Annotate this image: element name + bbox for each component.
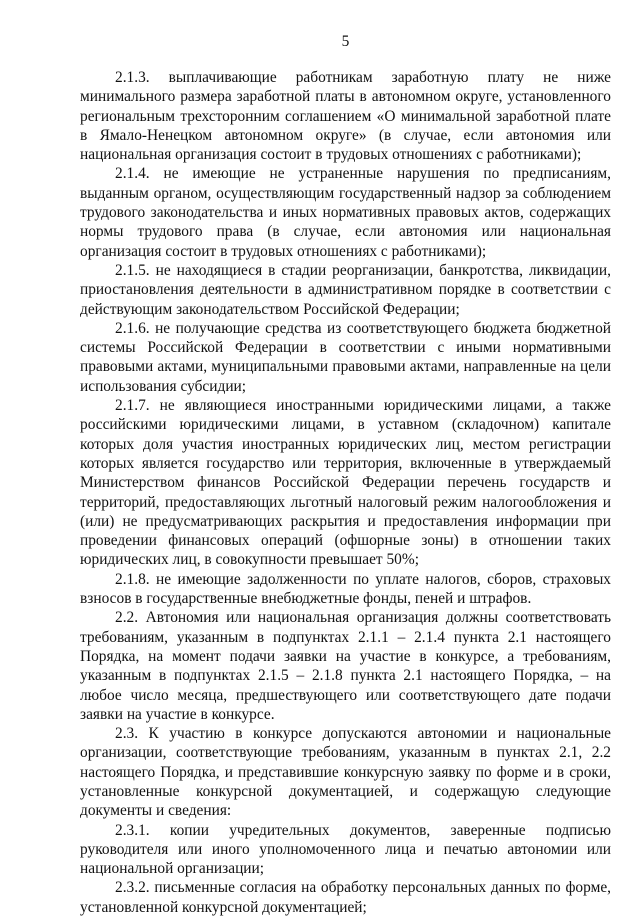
paragraph-2-2: 2.2. Автономия или национальная организация должны соответствовать требованиям, указанным в подпунктах 2.1.1 – 2.1.4 пункта 2.1 настоящего Порядка, на момент подачи заявки на участие в конкурсе, а требованиям, указанным в подпунктах 2.1.5 – 2.1.8 пункта 2.1 настоящего Порядка, – на любое число месяца, предшествующего или соответствующего дате подачи заявки на участие в конкурсе. bbox=[80, 609, 611, 723]
paragraph-2-3-2: 2.3.2. письменные согласия на обработку персональных данных по форме, установленной конкурсной документацией; bbox=[80, 879, 611, 916]
paragraph-2-1-7: 2.1.7. не являющиеся иностранными юридическими лицами, а также российскими юридическими лицами, в уставном (складочном) капитале которых доля участия иностранных юридических лиц, местом регистрации которых является государство или территория, включенные в утверждаемый Министерством финансов Российской Федерации перечень государств и территорий, предоставляющих льготный налоговый режим налогообложения и (или) не предусматривающих раскрытия и предоставления информации при проведении финансовых операций (офшорные зоны) в отношении таких юридических лиц, в совокупности превышает 50%; bbox=[80, 397, 611, 569]
paragraph-2-3-1: 2.3.1. копии учредительных документов, заверенные подписью руководителя или иного уполномоченного лица и печатью автономии или национальной организации; bbox=[80, 821, 611, 878]
paragraph-2-1-8: 2.1.8. не имеющие задолженности по уплате налогов, сборов, страховых взносов в государственные внебюджетные фонды, пеней и штрафов. bbox=[80, 570, 611, 608]
paragraph-2-1-3: 2.1.3. выплачивающие работникам заработную плату не ниже минимального размера заработной платы в автономном округе, установленного региональным трехсторонним соглашением «О минимальной заработной плате в Ямало-Ненецком автономном округе» (в случае, если автономия или национальная организация состоит в трудовых отношениях с работниками); bbox=[80, 69, 611, 164]
page-number: 5 bbox=[341, 33, 350, 50]
paragraph-2-1-4: 2.1.4. не имеющие не устраненные нарушения по предписаниям, выданным органом, осуществляющим государственный надзор за соблюдением трудового законодательства и иных нормативных правовых актов, содержащих нормы трудового права (в случае, если автономия или национальная организация состоит в трудовых отношениях с работниками); bbox=[80, 165, 611, 260]
paragraph-2-1-5: 2.1.5. не находящиеся в стадии реорганизации, банкротства, ликвидации, приостановления деятельности в административном порядке в соответствии с действующим законодательством Российской Федерации; bbox=[80, 261, 611, 318]
paragraph-2-3: 2.3. К участию в конкурсе допускаются автономии и национальные организации, соответствующие требованиям, указанным в пунктах 2.1, 2.2 настоящего Порядка, и представившие конкурсную заявку по форме и в сроки, установленные конкурсной документацией, и содержащую следующие документы и сведения: bbox=[80, 725, 611, 820]
paragraph-2-1-6: 2.1.6. не получающие средства из соответствующего бюджета бюджетной системы Российской Федерации в соответствии с иными нормативными правовыми актами, муниципальными правовыми актами, направленные на цели использования субсидии; bbox=[80, 319, 611, 395]
